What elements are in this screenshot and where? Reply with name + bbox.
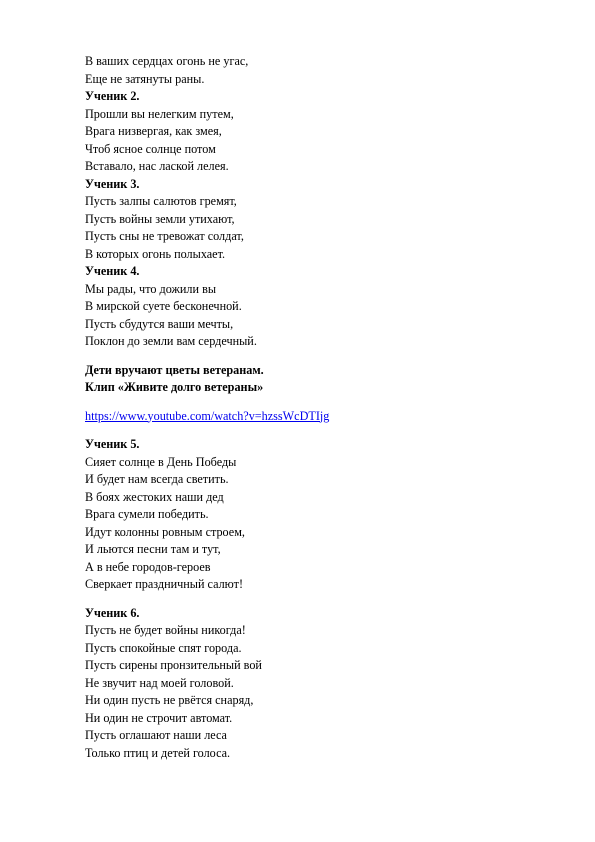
poem-line: И льются песни там и тут, bbox=[85, 542, 221, 556]
poem-line: Только птиц и детей голоса. bbox=[85, 745, 231, 760]
student-heading-4: Ученик 4. bbox=[85, 264, 140, 278]
student-heading-6: Ученик 6. bbox=[85, 605, 140, 620]
poem-line: Пусть залпы салютов гремят, bbox=[85, 194, 237, 208]
spacer bbox=[85, 397, 329, 408]
poem-line: Пусть спокойные спят города. bbox=[85, 640, 242, 655]
poem-line: Пусть не будет войны никогда! bbox=[85, 623, 246, 637]
poem-line: Поклон до земли вам сердечный. bbox=[85, 334, 257, 348]
poem-line: Мы рады, что дожили вы bbox=[85, 281, 217, 296]
poem-line: Ни один пусть не рвётся снаряд, bbox=[85, 693, 254, 707]
stage-direction: Клип «Живите долго ветераны» bbox=[85, 380, 264, 394]
document-content bbox=[85, 53, 329, 762]
poem-line: Не звучит над моей головой. bbox=[85, 675, 234, 690]
poem-line: Ни один не строчит автомат. bbox=[85, 710, 233, 725]
video-link[interactable]: https://www.youtube.com/watch?v=hzssWcDTIjg bbox=[85, 408, 330, 423]
student-heading-3: Ученик 3. bbox=[85, 176, 140, 191]
poem-line: Пусть оглашают наши леса bbox=[85, 728, 227, 742]
poem-line: Еще не затянуты раны. bbox=[85, 71, 205, 86]
spacer bbox=[85, 594, 329, 605]
poem-line: Пусть войны земли утихают, bbox=[85, 211, 235, 226]
poem-line: Сверкает праздничный салют! bbox=[85, 577, 244, 591]
poem-line: Врага сумели победить. bbox=[85, 507, 209, 521]
poem-line: Пусть сирены пронзительный вой bbox=[85, 658, 262, 672]
poem-line: В боях жестоких наши дед bbox=[85, 489, 224, 504]
student-heading-2: Ученик 2. bbox=[85, 89, 140, 103]
poem-line: Сияет солнце в День Победы bbox=[85, 454, 237, 469]
spacer bbox=[85, 351, 329, 362]
poem-line: Чтоб ясное солнце потом bbox=[85, 141, 216, 156]
poem-line: В которых огонь полыхает. bbox=[85, 246, 226, 261]
poem-line: И будет нам всегда светить. bbox=[85, 472, 229, 486]
poem-line: Идут колонны ровным строем, bbox=[85, 524, 245, 539]
stage-direction: Дети вручают цветы ветеранам. bbox=[85, 362, 264, 377]
poem-line: А в небе городов-героев bbox=[85, 559, 211, 574]
video-link-row bbox=[85, 408, 329, 426]
poem-line: Пусть сны не тревожат солдат, bbox=[85, 229, 244, 243]
poem-line: Врага низвергая, как змея, bbox=[85, 124, 222, 138]
poem-line: В ваших сердцах огонь не угас, bbox=[85, 54, 249, 68]
poem-line: Прошли вы нелегким путем, bbox=[85, 106, 234, 121]
poem-line: Вставало, нас лаской лелея. bbox=[85, 159, 229, 173]
student-heading-5: Ученик 5. bbox=[85, 437, 140, 451]
poem-line: В мирской суете бесконечной. bbox=[85, 299, 242, 313]
poem-line: Пусть сбудутся ваши мечты, bbox=[85, 316, 234, 331]
spacer bbox=[85, 425, 329, 436]
